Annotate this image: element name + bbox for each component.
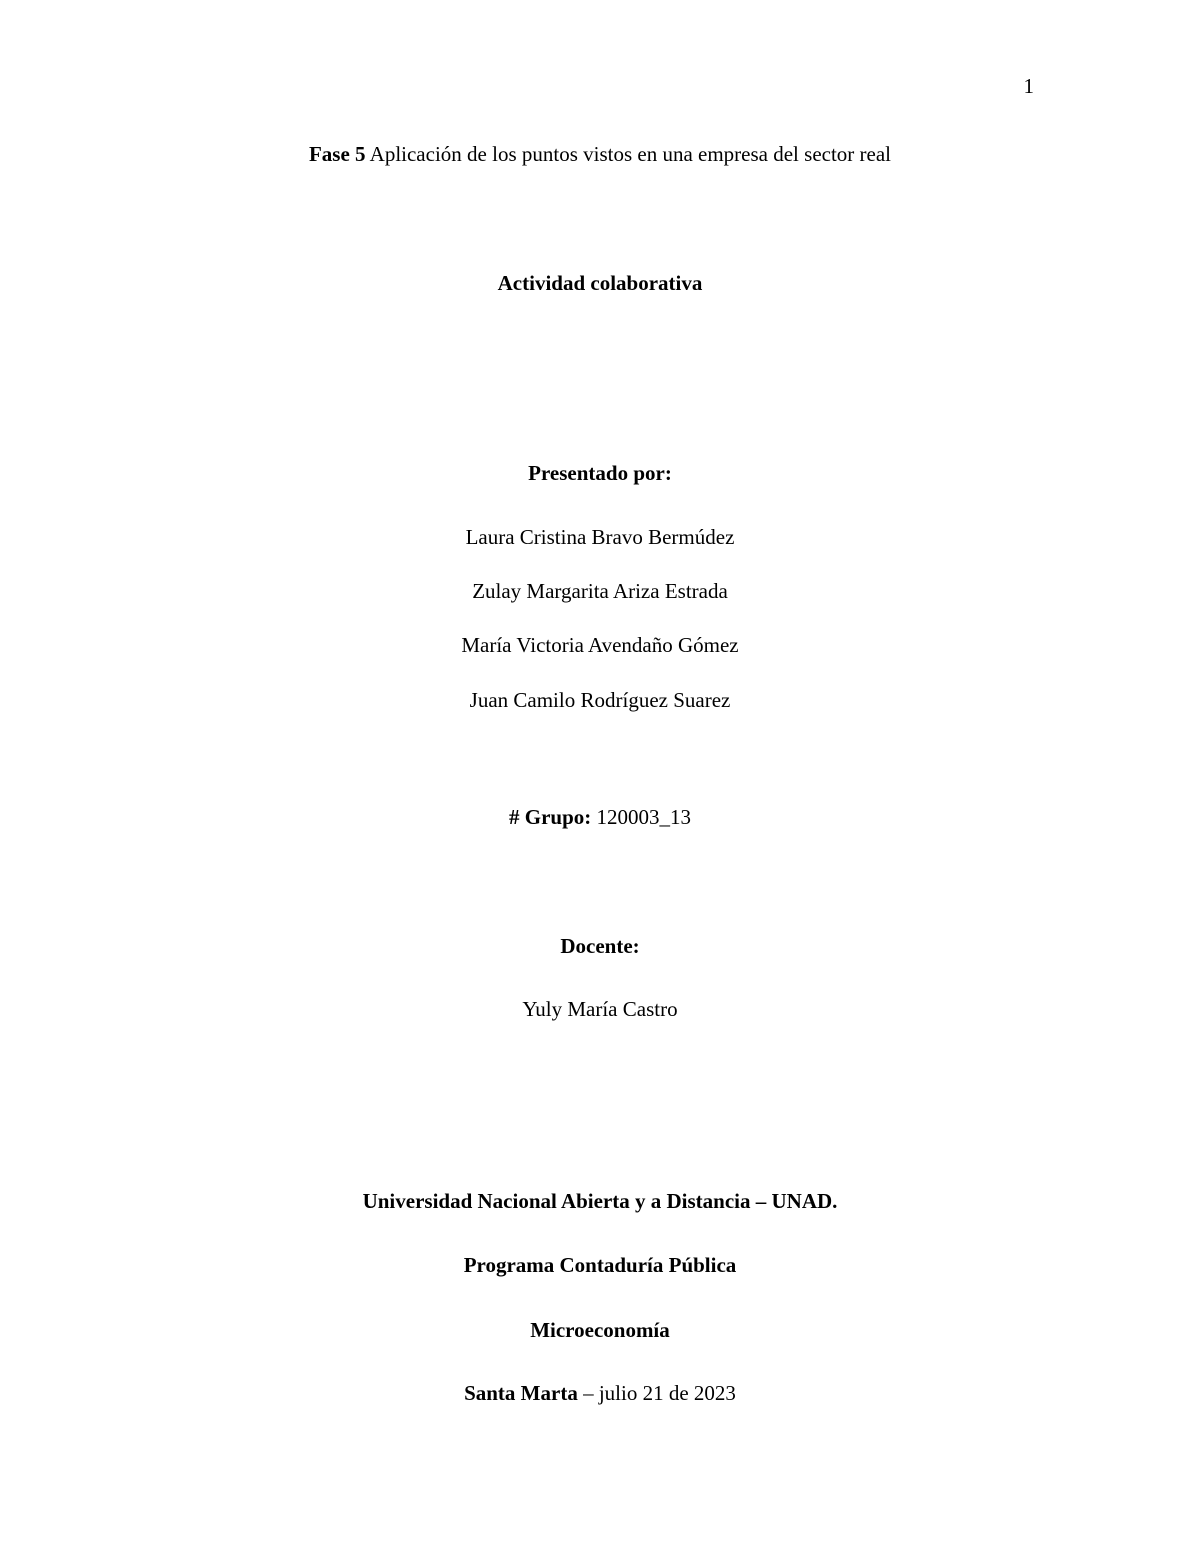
group-value: 120003_13: [591, 805, 691, 829]
presented-by-label: Presentado por:: [528, 461, 672, 485]
page-number: 1: [1023, 74, 1034, 98]
author-name: Juan Camilo Rodríguez Suarez: [469, 688, 731, 712]
place: Santa Marta: [464, 1381, 578, 1405]
group-label: # Grupo:: [508, 805, 592, 829]
title-text: Aplicación de los puntos vistos en una empresa del sector real: [365, 142, 892, 166]
author-name: Zulay Margarita Ariza Estrada: [472, 579, 728, 603]
title-phase: Fase 5: [308, 142, 366, 166]
place-date: [0, 1380, 1200, 1406]
program-name: Programa Contaduría Pública: [463, 1253, 737, 1277]
date: – julio 21 de 2023: [577, 1381, 736, 1405]
document-title: [0, 141, 1200, 167]
activity-heading: Actividad colaborativa: [497, 271, 703, 295]
teacher-name: Yuly María Castro: [522, 997, 678, 1021]
teacher-label: Docente:: [560, 934, 640, 958]
course-name: Microeconomía: [530, 1318, 670, 1342]
group-line: [0, 804, 1200, 830]
author-name: Laura Cristina Bravo Bermúdez: [465, 525, 735, 549]
university-name: Universidad Nacional Abierta y a Distancia – UNAD.: [362, 1189, 838, 1213]
author-name: María Victoria Avendaño Gómez: [461, 633, 739, 657]
